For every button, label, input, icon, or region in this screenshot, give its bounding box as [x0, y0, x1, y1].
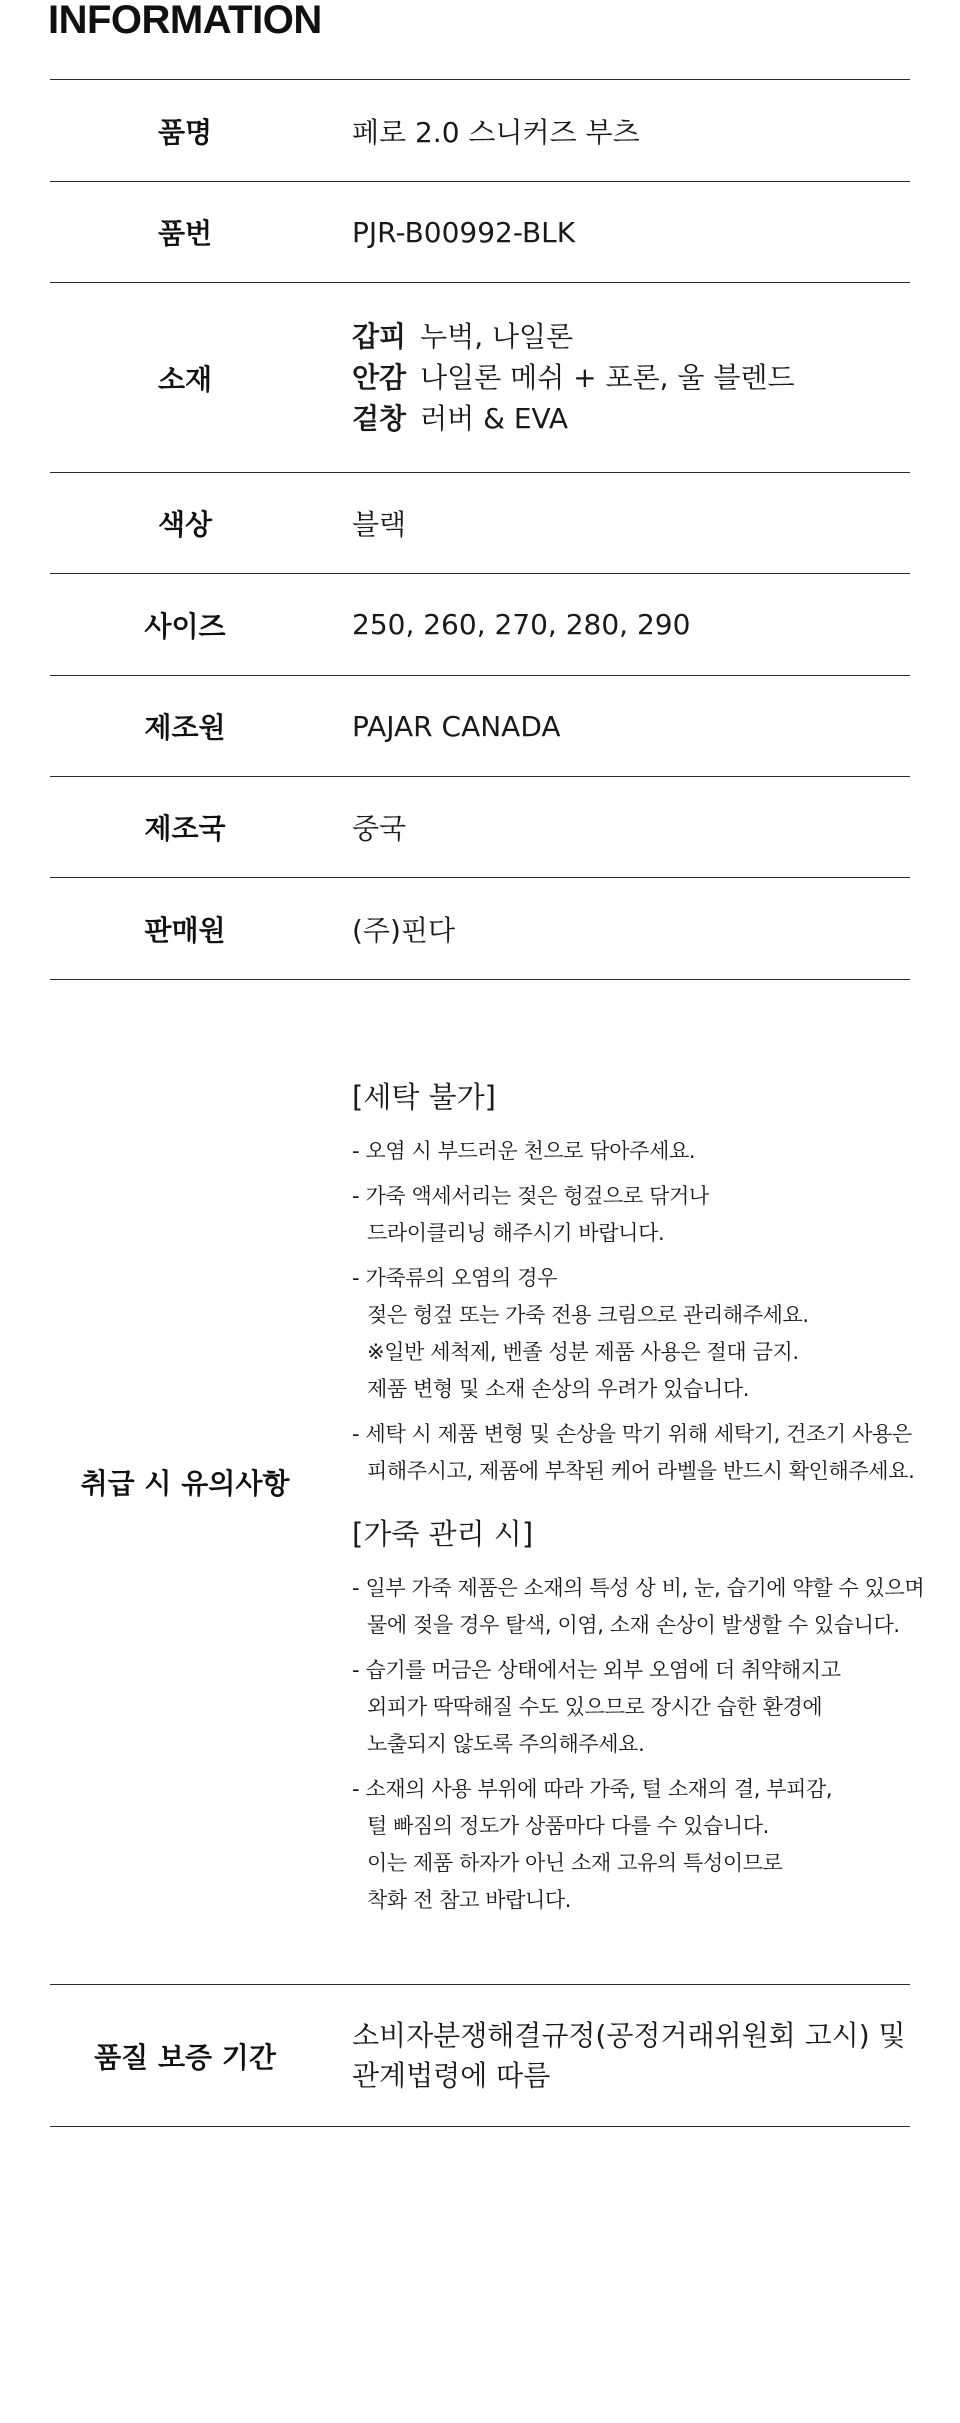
care-instruction-line: 착화 전 참고 바랍니다. — [367, 1888, 572, 1912]
care-instruction-item — [352, 1133, 924, 1170]
row-product-code — [50, 182, 910, 283]
row-label: 판매원 — [144, 913, 226, 947]
row-country — [50, 777, 910, 878]
warranty-line: 소비자분쟁해결규정(공정거래위원회 고시) 및 — [352, 2018, 906, 2052]
care-instruction-item — [352, 1771, 924, 1919]
care-instruction-line: 드라이클리닝 해주시기 바랍니다. — [367, 1221, 665, 1245]
care-instruction-line: 외피가 딱딱해질 수도 있으므로 장시간 습한 환경에 — [367, 1695, 823, 1719]
material-value: 러버 & EVA — [420, 402, 569, 435]
care-instruction-line: - 습기를 머금은 상태에서는 외부 오염에 더 취약해지고 — [352, 1658, 841, 1682]
row-product-name — [50, 80, 910, 182]
row-manufacturer — [50, 676, 910, 777]
row-label: 품번 — [157, 217, 213, 250]
care-instruction-item — [352, 1652, 924, 1763]
care-instruction-line: ※일반 세척제, 벤졸 성분 제품 사용은 절대 금지. — [367, 1340, 799, 1364]
care-instruction-line: - 가죽 액세서리는 젖은 헝겊으로 닦거나 — [352, 1184, 709, 1208]
care-instruction-line: 물에 젖을 경우 탈색, 이염, 소재 손상이 발생할 수 있습니다. — [367, 1613, 900, 1637]
care-instruction-item — [352, 1178, 924, 1252]
material-outsole — [352, 398, 910, 439]
row-label: 제조원 — [144, 711, 226, 744]
care-instruction-item — [352, 1416, 924, 1490]
material-upper — [352, 316, 910, 357]
manufacturer-value: PAJAR CANADA — [352, 709, 561, 743]
color-value: 블랙 — [352, 508, 407, 541]
care-instruction-line: 피해주시고, 제품에 부착된 케어 라벨을 반드시 확인해주세요. — [367, 1459, 915, 1483]
care-instruction-line: - 소재의 사용 부위에 따라 가죽, 털 소재의 결, 부피감, — [352, 1777, 833, 1801]
warranty-value — [320, 2016, 910, 2096]
country-value: 중국 — [352, 812, 407, 845]
care-instruction-item — [352, 1260, 924, 1408]
material-values — [320, 316, 910, 439]
care-section-heading: [가죽 관리 시] — [352, 1517, 534, 1551]
row-color — [50, 473, 910, 574]
material-value: 누벅, 나일론 — [420, 320, 574, 353]
care-instruction-item — [352, 1570, 924, 1644]
row-warranty — [50, 1985, 910, 2127]
row-material — [50, 283, 910, 473]
care-instruction-line: 제품 변형 및 소재 손상의 우려가 있습니다. — [367, 1377, 749, 1401]
material-value: 나일론 메쉬 + 포론, 울 블렌드 — [420, 361, 795, 394]
seller-value: (주)핀다 — [352, 913, 455, 947]
row-size — [50, 574, 910, 676]
material-key: 갑피 — [352, 320, 407, 353]
row-label: 사이즈 — [144, 609, 226, 643]
size-value: 250, 260, 270, 280, 290 — [352, 608, 691, 641]
row-care-instructions — [50, 980, 925, 1985]
row-label: 색상 — [157, 508, 213, 541]
care-instruction-line: - 가죽류의 오염의 경우 — [352, 1266, 557, 1290]
care-instructions — [320, 1037, 924, 1927]
care-instruction-line: 털 빠짐의 정도가 상품마다 다를 수 있습니다. — [367, 1814, 769, 1838]
care-instruction-line: - 일부 가죽 제품은 소재의 특성 상 비, 눈, 습기에 약할 수 있으며 — [352, 1576, 925, 1600]
care-instruction-line: - 오염 시 부드러운 천으로 닦아주세요. — [352, 1139, 696, 1163]
page-title: INFORMATION — [48, 0, 322, 42]
row-label: 소재 — [157, 362, 213, 396]
care-section-heading: [세탁 불가] — [352, 1080, 496, 1114]
care-instruction-line: 젖은 헝겊 또는 가죽 전용 크림으로 관리해주세요. — [367, 1303, 809, 1327]
product-code-value: PJR-B00992-BLK — [352, 215, 576, 249]
row-label: 품질 보증 기간 — [94, 2040, 276, 2074]
product-info-table — [50, 79, 925, 2127]
care-instruction-line: - 세탁 시 제품 변형 및 손상을 막기 위해 세탁기, 건조기 사용은 — [352, 1422, 912, 1446]
material-lining — [352, 357, 910, 398]
care-instruction-line: 노출되지 않도록 주의해주세요. — [367, 1732, 645, 1756]
warranty-line: 관계법령에 따름 — [352, 2058, 551, 2092]
product-name-value: 페로 2.0 스니커즈 부츠 — [352, 115, 640, 149]
row-seller — [50, 878, 910, 980]
care-instruction-line: 이는 제품 하자가 아닌 소재 고유의 특성이므로 — [367, 1851, 783, 1875]
material-key: 안감 — [352, 361, 407, 394]
row-label: 취급 시 유의사항 — [80, 1467, 290, 1500]
row-label: 품명 — [157, 115, 213, 149]
row-label: 제조국 — [144, 812, 226, 845]
material-key: 겉창 — [352, 402, 407, 435]
